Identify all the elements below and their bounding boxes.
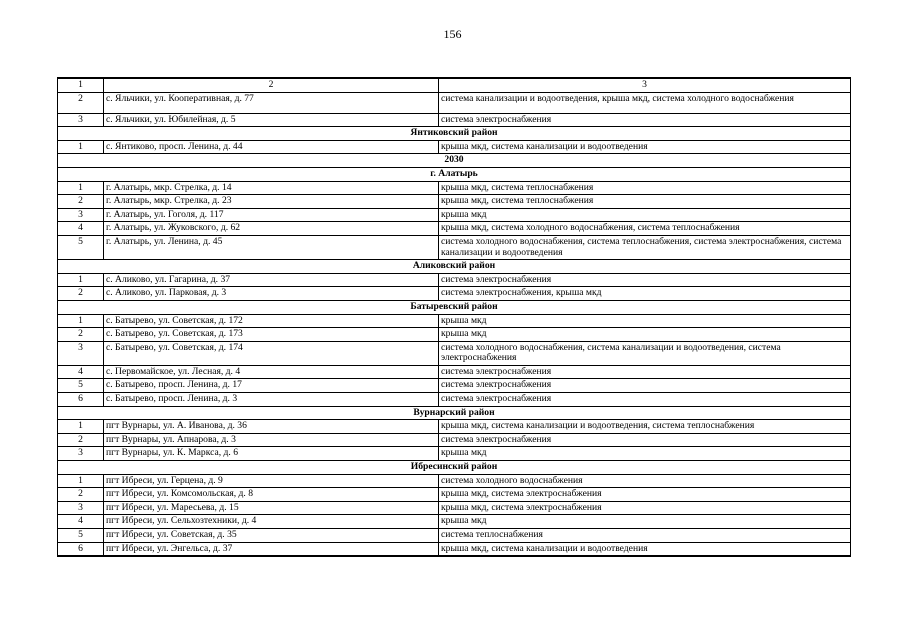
- row-systems: крыша мкд, система теплоснабжения: [439, 195, 851, 209]
- row-address: г. Алатырь, ул. Жуковского, д. 62: [104, 222, 439, 236]
- row-systems: система электроснабжения: [439, 365, 851, 379]
- table-row: [58, 542, 851, 556]
- row-systems: крыша мкд, система электроснабжения: [439, 501, 851, 515]
- row-number: 5: [58, 529, 104, 543]
- row-number: 2: [58, 328, 104, 342]
- table-row: [58, 181, 851, 195]
- row-address: пгт Ибреси, ул. Советская, д. 35: [104, 529, 439, 543]
- row-systems: крыша мкд, система канализации и водоотведения: [439, 542, 851, 556]
- row-systems: система электроснабжения, крыша мкд: [439, 287, 851, 301]
- table-body: [58, 78, 851, 556]
- row-number: 6: [58, 542, 104, 556]
- row-number: 1: [58, 273, 104, 287]
- row-systems: крыша мкд, система канализации и водоотведения, система теплоснабжения: [439, 420, 851, 434]
- row-address: с. Аликово, ул. Парковая, д. 3: [104, 287, 439, 301]
- row-address: с. Яльчики, ул. Кооперативная, д. 77: [104, 92, 439, 113]
- row-address: с. Янтиково, просп. Ленина, д. 44: [104, 140, 439, 154]
- row-systems: крыша мкд: [439, 515, 851, 529]
- row-number: 1: [58, 181, 104, 195]
- row-number: 3: [58, 208, 104, 222]
- row-systems: система электроснабжения: [439, 113, 851, 127]
- row-address: с. Батырево, просп. Ленина, д. 17: [104, 379, 439, 393]
- table-row: [58, 328, 851, 342]
- row-address: пгт Вурнары, ул. К. Маркса, д. 6: [104, 447, 439, 461]
- table-row: [58, 515, 851, 529]
- row-number: 4: [58, 222, 104, 236]
- row-number: 3: [58, 447, 104, 461]
- section-title: Батыревский район: [58, 300, 851, 314]
- row-number: 1: [58, 474, 104, 488]
- section-header-row: [58, 260, 851, 274]
- table-row: [58, 488, 851, 502]
- row-systems: крыша мкд, система холодного водоснабжения, система теплоснабжения: [439, 222, 851, 236]
- table-row: [58, 420, 851, 434]
- row-number: 1: [58, 420, 104, 434]
- section-title: г. Алатырь: [58, 167, 851, 181]
- row-systems: система холодного водоснабжения, система теплоснабжения, система электроснабжения, система канализации и водоотведения: [439, 235, 851, 259]
- row-address: г. Алатырь, мкр. Стрелка, д. 23: [104, 195, 439, 209]
- row-address: с. Аликово, ул. Гагарина, д. 37: [104, 273, 439, 287]
- table-row: [58, 379, 851, 393]
- header-row: [58, 78, 851, 92]
- table-row: [58, 365, 851, 379]
- section-title: Янтиковский район: [58, 127, 851, 141]
- row-systems: система канализации и водоотведения, крыша мкд, система холодного водоснабжения: [439, 92, 851, 113]
- row-number: 2: [58, 488, 104, 502]
- row-number: 2: [58, 287, 104, 301]
- row-address: пгт Ибреси, ул. Маресьева, д. 15: [104, 501, 439, 515]
- row-number: 3: [58, 341, 104, 365]
- row-number: 2: [58, 195, 104, 209]
- row-address: пгт Вурнары, ул. А. Иванова, д. 36: [104, 420, 439, 434]
- row-systems: система холодного водоснабжения, система канализации и водоотведения, система электроснабжения: [439, 341, 851, 365]
- row-address: с. Батырево, ул. Советская, д. 172: [104, 314, 439, 328]
- row-systems: крыша мкд, система канализации и водоотведения: [439, 140, 851, 154]
- page-number: 156: [443, 27, 462, 41]
- row-address: г. Алатырь, ул. Гоголя, д. 117: [104, 208, 439, 222]
- row-address: с. Батырево, ул. Советская, д. 173: [104, 328, 439, 342]
- table-row: [58, 195, 851, 209]
- row-number: 3: [58, 501, 104, 515]
- table-row: [58, 474, 851, 488]
- section-header-row: [58, 300, 851, 314]
- row-address: г. Алатырь, ул. Ленина, д. 45: [104, 235, 439, 259]
- section-header-row: [58, 406, 851, 420]
- row-number: 1: [58, 140, 104, 154]
- row-address: пгт Ибреси, ул. Энгельса, д. 37: [104, 542, 439, 556]
- row-number: 2: [58, 92, 104, 113]
- row-systems: система теплоснабжения: [439, 529, 851, 543]
- row-number: 3: [58, 113, 104, 127]
- row-address: пгт Вурнары, ул. Апнарова, д. 3: [104, 433, 439, 447]
- row-systems: система электроснабжения: [439, 433, 851, 447]
- row-systems: крыша мкд: [439, 208, 851, 222]
- section-title: Ибресинский район: [58, 461, 851, 475]
- row-number: 1: [58, 314, 104, 328]
- row-systems: система электроснабжения: [439, 273, 851, 287]
- table-row: [58, 140, 851, 154]
- table-row: [58, 113, 851, 127]
- section-title: Вурнарский район: [58, 406, 851, 420]
- table-row: [58, 447, 851, 461]
- row-address: г. Алатырь, мкр. Стрелка, д. 14: [104, 181, 439, 195]
- table-row: [58, 287, 851, 301]
- row-address: с. Батырево, просп. Ленина, д. 3: [104, 393, 439, 407]
- section-header-row: [58, 127, 851, 141]
- section-header-row: [58, 461, 851, 475]
- row-number: 6: [58, 393, 104, 407]
- row-address: с. Яльчики, ул. Юбилейная, д. 5: [104, 113, 439, 127]
- section-title: 2030: [58, 154, 851, 168]
- table-row: [58, 235, 851, 259]
- row-number: 4: [58, 365, 104, 379]
- header-col-address: 2: [104, 78, 439, 92]
- section-title: Аликовский район: [58, 260, 851, 274]
- row-systems: система электроснабжения: [439, 393, 851, 407]
- row-address: пгт Ибреси, ул. Герцена, д. 9: [104, 474, 439, 488]
- row-number: 2: [58, 433, 104, 447]
- buildings-table: [57, 77, 851, 557]
- row-systems: крыша мкд: [439, 328, 851, 342]
- row-systems: система электроснабжения: [439, 379, 851, 393]
- table-row: [58, 529, 851, 543]
- row-number: 5: [58, 379, 104, 393]
- row-systems: крыша мкд: [439, 447, 851, 461]
- table-row: [58, 501, 851, 515]
- table-row: [58, 273, 851, 287]
- row-address: с. Первомайское, ул. Лесная, д. 4: [104, 365, 439, 379]
- row-address: пгт Ибреси, ул. Комсомольская, д. 8: [104, 488, 439, 502]
- table-row: [58, 222, 851, 236]
- row-systems: система холодного водоснабжения: [439, 474, 851, 488]
- header-col-num: 1: [58, 78, 104, 92]
- table-row: [58, 433, 851, 447]
- row-address: пгт Ибреси, ул. Сельхозтехники, д. 4: [104, 515, 439, 529]
- row-number: 4: [58, 515, 104, 529]
- header-col-systems: 3: [439, 78, 851, 92]
- table-row: [58, 341, 851, 365]
- section-header-row: [58, 154, 851, 168]
- section-header-row: [58, 167, 851, 181]
- row-number: 5: [58, 235, 104, 259]
- table-row: [58, 393, 851, 407]
- row-systems: крыша мкд, система теплоснабжения: [439, 181, 851, 195]
- table-row: [58, 92, 851, 113]
- row-systems: крыша мкд, система электроснабжения: [439, 488, 851, 502]
- table-row: [58, 314, 851, 328]
- table-row: [58, 208, 851, 222]
- row-systems: крыша мкд: [439, 314, 851, 328]
- row-address: с. Батырево, ул. Советская, д. 174: [104, 341, 439, 365]
